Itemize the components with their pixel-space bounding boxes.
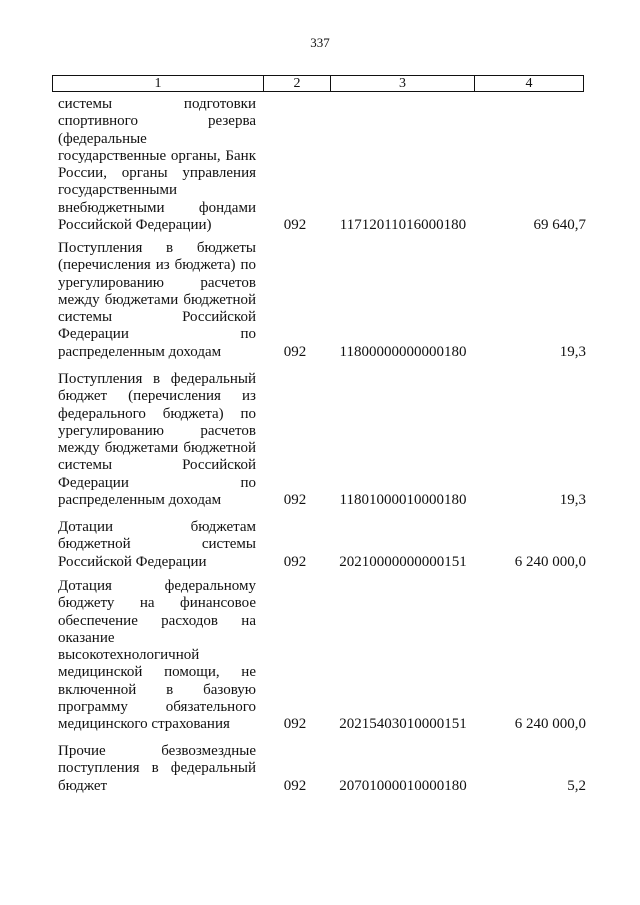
description-line: бюджет [58,777,108,794]
description-line: Российской Федерации [58,553,207,570]
description-line: высокотехнологичной [58,647,200,664]
header-col-2: 2 [264,76,331,91]
description-line: урегулированию расчетов [58,422,256,439]
description-line: бюджетной системы [58,536,256,553]
description-line: Поступления в федеральный [58,371,256,387]
description-line: урегулированию расчетов [58,274,256,291]
description-line: между бюджетами бюджетной [58,291,256,308]
description-line: (перечисления из бюджета) по [58,257,256,274]
budget-classification-code: 11800000000000180 [339,343,467,360]
admin-code: 092 [283,343,307,360]
amount-value: 69 640,7 [533,217,586,234]
description-line: системы подготовки [58,96,256,112]
description-line: государственные органы, Банк [58,147,256,164]
amount-value: 19,3 [559,343,586,360]
description-line: Прочие безвозмездные [58,743,256,759]
header-col-1: 1 [53,76,264,91]
description-line: Дотация федеральному [58,578,256,594]
description-line: включенной в базовую [58,681,256,698]
amount-value: 5,2 [567,777,586,794]
row-description [58,240,256,361]
admin-code: 092 [283,553,307,570]
description-line: медицинского страхования [58,716,230,733]
admin-code: 092 [283,217,307,234]
table-header [52,75,584,92]
description-line: Поступления в бюджеты [58,240,256,256]
description-line: обеспечение расходов на [58,612,256,629]
description-line: России, органы управления [58,165,256,182]
description-line: системы Российской [58,309,256,326]
description-line: федерального бюджета) по [58,405,256,422]
description-line: оказание [58,629,115,646]
row-description [58,743,256,795]
amount-value: 6 240 000,0 [514,553,586,570]
description-line: системы Российской [58,457,256,474]
description-line: Федерации по [58,326,256,343]
description-line: Федерации по [58,474,256,491]
description-line: распределенным доходам [58,492,222,509]
description-line: спортивного резерва [58,113,256,130]
description-line: между бюджетами бюджетной [58,440,256,457]
row-description [58,371,256,509]
description-line: распределенным доходам [58,343,222,360]
admin-code: 092 [283,492,307,509]
row-description [58,519,256,571]
admin-code: 092 [283,716,307,733]
admin-code: 092 [283,777,307,794]
header-col-3: 3 [331,76,475,91]
description-line: программу обязательного [58,699,256,716]
budget-classification-code: 20215403010000151 [339,716,467,733]
description-line: бюджет (перечисления из [58,388,256,405]
budget-classification-code: 11712011016000180 [339,217,467,234]
description-line: поступления в федеральный [58,760,256,777]
description-line: медицинской помощи, не [58,664,256,681]
budget-classification-code: 11801000010000180 [339,492,467,509]
description-line: Российской Федерации) [58,217,212,234]
description-line: бюджету на финансовое [58,595,256,612]
row-description [58,96,256,234]
amount-value: 19,3 [559,492,586,509]
amount-value: 6 240 000,0 [514,716,586,733]
budget-classification-code: 20210000000000151 [339,553,467,570]
description-line: (федеральные [58,130,147,147]
description-line: внебюджетными фондами [58,199,256,216]
header-col-4: 4 [525,76,533,91]
page-number: 337 [310,35,330,50]
row-description [58,578,256,734]
description-line: государственными [58,182,177,199]
description-line: Дотации бюджетам [58,519,256,535]
budget-classification-code: 20701000010000180 [339,777,467,794]
